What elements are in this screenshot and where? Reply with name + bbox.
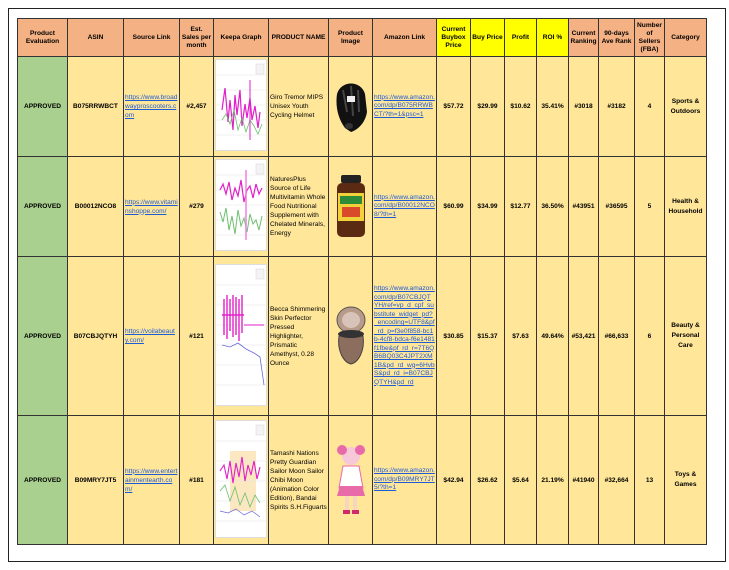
category-cell: Toys & Games: [665, 416, 707, 545]
ave-rank-cell: #32,664: [599, 416, 635, 545]
buybox-price-cell: $60.99: [437, 157, 471, 257]
current-ranking-cell: #3018: [569, 57, 599, 157]
current-ranking-cell: #43951: [569, 157, 599, 257]
current-ranking-cell: #53,421: [569, 257, 599, 416]
header-est-sales: Est. Sales per month: [180, 19, 214, 57]
header-current-ranking: Current Ranking: [569, 19, 599, 57]
table-row: [18, 157, 707, 257]
profit-cell: $7.63: [505, 257, 537, 416]
roi-cell: 49.64%: [537, 257, 569, 416]
table-row: [18, 57, 707, 157]
amazon-link[interactable]: https://www.amazon.com/dp/B00012NCO8/?th=1: [373, 157, 437, 257]
keepa-graph-image: [215, 264, 267, 406]
header-asin: ASIN: [68, 19, 124, 57]
num-sellers-cell: 4: [635, 57, 665, 157]
header-profit: Profit: [505, 19, 537, 57]
buy-price-cell: $29.99: [471, 57, 505, 157]
header-source-link: Source Link: [124, 19, 180, 57]
source-link[interactable]: https://www.vitaminshoppe.com/: [124, 157, 180, 257]
product-image-cell: [329, 416, 373, 545]
product-name-cell: Tamashi Nations Pretty Guardian Sailor Moon Sailor Chibi Moon (Animation Color Edition), Bandai Spirits S.H.Figuarts: [269, 416, 329, 545]
current-ranking-cell: #41940: [569, 416, 599, 545]
roi-cell: 21.19%: [537, 416, 569, 545]
profit-cell: $10.62: [505, 57, 537, 157]
asin-cell[interactable]: B00012NCO8: [68, 157, 124, 257]
evaluation-cell: APPROVED: [18, 257, 68, 416]
source-link[interactable]: https://voilabeauty.com/: [124, 257, 180, 416]
supplement-bottle-icon: [331, 171, 371, 243]
table-row: [18, 257, 707, 416]
product-name-cell: NaturesPlus Source of Life Multivitamin Whole Food Nutritional Supplement with Chelated Minerals, Energy: [269, 157, 329, 257]
buybox-price-cell: $30.85: [437, 257, 471, 416]
asin-cell[interactable]: B09MRY7JT5: [68, 416, 124, 545]
buy-price-cell: $34.99: [471, 157, 505, 257]
product-name-cell: Becca Shimmering Skin Perfector Pressed Highlighter, Prismatic Amethyst, 0.28 Ounce: [269, 257, 329, 416]
ave-rank-cell: #3182: [599, 57, 635, 157]
header-roi: ROI %: [537, 19, 569, 57]
header-number-of-sellers: Number of Sellers (FBA): [635, 19, 665, 57]
keepa-graph-image: [215, 159, 267, 251]
roi-cell: 35.41%: [537, 57, 569, 157]
est-sales-cell: #181: [180, 416, 214, 545]
asin-cell[interactable]: B07CBJQTYH: [68, 257, 124, 416]
asin-cell[interactable]: B075RRWBCT: [68, 57, 124, 157]
keepa-graph-cell: [214, 157, 269, 257]
keepa-graph-cell: [214, 57, 269, 157]
profit-cell: $12.77: [505, 157, 537, 257]
header-evaluation: Product Evaluation: [18, 19, 68, 57]
header-amazon-link: Amazon Link: [373, 19, 437, 57]
amazon-link[interactable]: https://www.amazon.com/dp/B09MRY7JT5/?th=1: [373, 416, 437, 545]
highlighter-compact-icon: [331, 300, 371, 372]
header-product-image: Product Image: [329, 19, 373, 57]
helmet-icon: [331, 72, 371, 142]
header-category: Category: [665, 19, 707, 57]
est-sales-cell: #279: [180, 157, 214, 257]
header-buy-price: Buy Price: [471, 19, 505, 57]
buybox-price-cell: $42.94: [437, 416, 471, 545]
header-keepa-graph: Keepa Graph: [214, 19, 269, 57]
profit-cell: $5.64: [505, 416, 537, 545]
product-image-cell: [329, 57, 373, 157]
evaluation-cell: APPROVED: [18, 157, 68, 257]
amazon-link[interactable]: https://www.amazon.com/dp/B07CBJQTYH/ref=vp_d_cpf_substitute_widget_pd?_encoding=UTF8&pf_rd_p=f3e0f858-bc1b-4cf8-bdca-f6e1481f1fbe&pf_rd_r=7T6QB6BQ03C4JPT2XM1B&pd_rd_wg=6HvbS&pd_rd_i=B07CBJQTYH&pd_rd: [373, 257, 437, 416]
num-sellers-cell: 13: [635, 416, 665, 545]
source-link[interactable]: https://www.entertainmentearth.com/: [124, 416, 180, 545]
num-sellers-cell: 6: [635, 257, 665, 416]
num-sellers-cell: 5: [635, 157, 665, 257]
keepa-graph-cell: [214, 416, 269, 545]
keepa-graph-image: [215, 420, 267, 538]
header-90-days-ave-rank: 90-days Ave Rank: [599, 19, 635, 57]
table-row: [18, 416, 707, 545]
buybox-price-cell: $57.72: [437, 57, 471, 157]
product-image-cell: [329, 257, 373, 416]
category-cell: Sports & Outdoors: [665, 57, 707, 157]
header-current-buybox-price: Current Buybox Price: [437, 19, 471, 57]
keepa-graph-cell: [214, 257, 269, 416]
ave-rank-cell: #36595: [599, 157, 635, 257]
product-image-cell: [329, 157, 373, 257]
buy-price-cell: $26.62: [471, 416, 505, 545]
keepa-graph-image: [215, 59, 267, 151]
source-link[interactable]: https://www.broadwayproscooters.com: [124, 57, 180, 157]
figure-icon: [331, 440, 371, 520]
ave-rank-cell: #66,633: [599, 257, 635, 416]
product-name-cell: Giro Tremor MIPS Unisex Youth Cycling Helmet: [269, 57, 329, 157]
roi-cell: 36.50%: [537, 157, 569, 257]
amazon-link[interactable]: https://www.amazon.com/dp/B075RRWBCT/?th=1&psc=1: [373, 57, 437, 157]
header-row: [18, 19, 707, 57]
evaluation-cell: APPROVED: [18, 416, 68, 545]
est-sales-cell: #2,457: [180, 57, 214, 157]
product-table: [17, 18, 707, 545]
buy-price-cell: $15.37: [471, 257, 505, 416]
est-sales-cell: #121: [180, 257, 214, 416]
header-product-name: PRODUCT NAME: [269, 19, 329, 57]
category-cell: Beauty & Personal Care: [665, 257, 707, 416]
evaluation-cell: APPROVED: [18, 57, 68, 157]
category-cell: Health & Household: [665, 157, 707, 257]
